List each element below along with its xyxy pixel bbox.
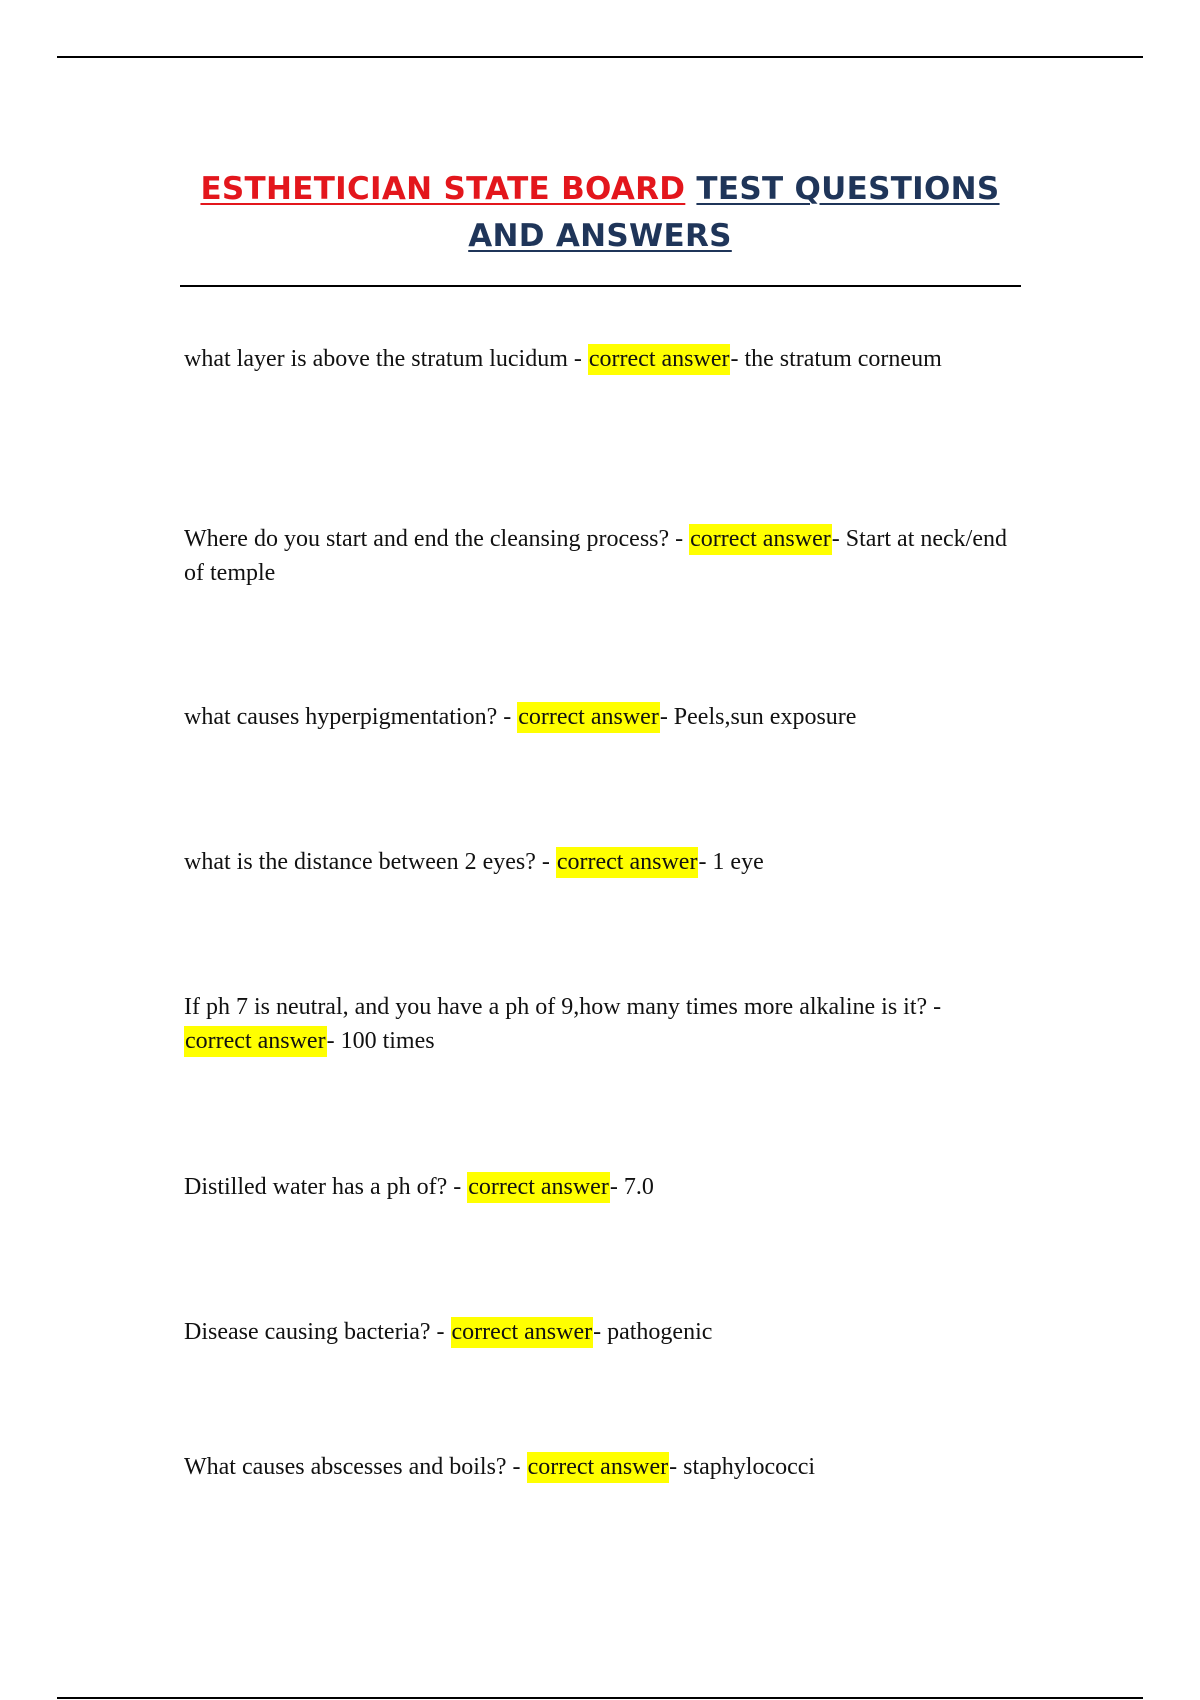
answer-marker: correct answer [689, 524, 832, 555]
qa-item-1 [184, 342, 1014, 376]
answer-marker: correct answer [451, 1317, 594, 1348]
answer-marker: correct answer [517, 702, 660, 733]
footer-rule [57, 1697, 1143, 1699]
answer-text: - the stratum corneum [730, 346, 942, 372]
question-text: Distilled water has a ph of? - [184, 1174, 468, 1200]
question-text: What causes abscesses and boils? - [184, 1454, 527, 1480]
qa-item-6 [184, 1170, 1014, 1204]
answer-text: - Start at neck/end of temple [184, 526, 1007, 586]
answer-text: - Peels,sun exposure [659, 704, 857, 730]
title-rule [180, 285, 1021, 287]
qa-item-3 [184, 700, 1014, 734]
answer-text: - staphylococci [669, 1454, 816, 1480]
answer-marker: correct answer [588, 344, 731, 375]
question-text: what causes hyperpigmentation? - [184, 704, 518, 730]
header-rule [57, 56, 1143, 58]
document-title [150, 166, 1050, 260]
qa-item-7 [184, 1315, 1014, 1349]
question-text: Disease causing bacteria? - [184, 1319, 451, 1345]
question-text: what is the distance between 2 eyes? - [184, 849, 556, 875]
answer-text: - pathogenic [593, 1319, 713, 1345]
qa-item-4 [184, 845, 1014, 879]
qa-item-5 [184, 990, 1014, 1058]
question-text: what layer is above the stratum lucidum - [184, 346, 588, 372]
answer-marker: correct answer [527, 1452, 670, 1483]
answer-marker: correct answer [556, 847, 699, 878]
question-text: Where do you start and end the cleansing process? - [184, 526, 690, 552]
title-line2: AND ANSWERS [468, 217, 732, 254]
answer-text: - 100 times [326, 1028, 435, 1054]
title-part1: ESTHETICIAN STATE BOARD [200, 170, 686, 207]
answer-marker: correct answer [184, 1026, 327, 1057]
question-text: If ph 7 is neutral, and you have a ph of 9,how many times more alkaline is it? - [184, 994, 942, 1020]
title-part2: TEST QUESTIONS [696, 170, 1000, 207]
answer-text: - 1 eye [698, 849, 764, 875]
answer-text: - 7.0 [609, 1174, 654, 1200]
qa-item-2 [184, 522, 1014, 590]
answer-marker: correct answer [467, 1172, 610, 1203]
qa-item-8 [184, 1450, 1014, 1484]
